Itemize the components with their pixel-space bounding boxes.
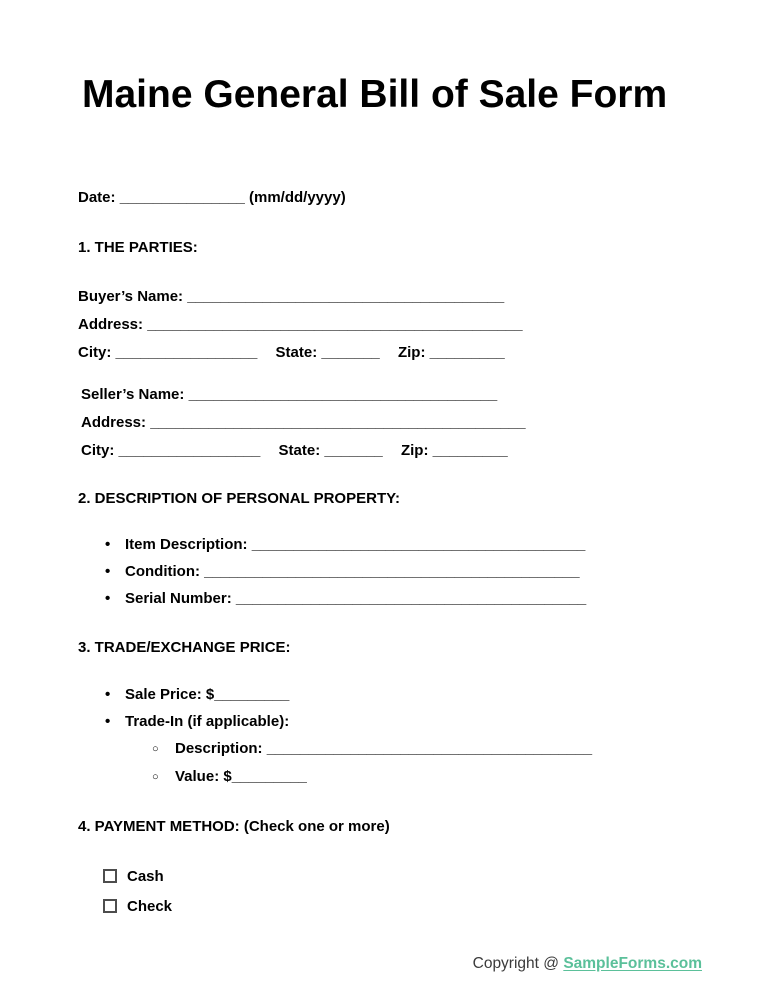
seller-name-blank-line: _____________________________________ [188,386,498,403]
date-format-hint: (mm/dd/yyyy) [249,189,346,206]
payment-options [78,862,704,922]
list-item-trade-description [78,735,704,763]
list-item-item-description [78,531,704,558]
property-bullet-list [78,531,704,612]
bullet-dot-icon: • [105,536,111,553]
trade-value-label: Value: $ [175,768,232,785]
seller-state-label: State: [278,442,321,459]
bullet-dot-icon: • [105,686,111,703]
trade-description-blank-line: _______________________________________ [266,740,593,757]
payment-option-check [78,892,704,922]
item-description-blank-line: ________________________________________ [251,536,586,553]
sale-price-label: Sale Price: $ [125,686,215,703]
buyer-address-blank-line: _____________________________________________ [147,316,523,333]
list-item-trade-value [78,763,704,791]
section-heading-property: 2. DESCRIPTION OF PERSONAL PROPERTY: [78,490,400,507]
date-line [78,188,704,208]
trade-description-label: Description: [175,740,263,757]
check-checkbox[interactable] [103,899,117,913]
bullet-dot-icon: • [105,563,111,580]
seller-city-blank-line: _________________ [118,442,261,459]
seller-zip-label: Zip: [400,442,429,459]
copyright-text: Copyright @ [472,955,564,972]
trade-in-label: Trade-In (if applicable): [125,713,290,730]
buyer-state-blank-line: _______ [321,344,380,361]
condition-blank-line: _____________________________________________ [204,563,580,580]
item-description-label: Item Description: [125,536,248,553]
footer-copyright [473,955,702,973]
price-bullet-list [78,681,704,791]
date-blank-line: _______________ [119,189,245,206]
seller-city-label: City: [81,442,115,459]
list-item-trade-in [78,708,704,735]
condition-label: Condition: [125,563,200,580]
buyer-address-label: Address: [78,316,144,333]
seller-zip-blank-line: _________ [432,442,508,459]
buyer-block [78,283,704,367]
seller-address-line [81,409,704,437]
sampleforms-link[interactable]: SampleForms.com [563,955,702,972]
bullet-dot-icon: • [105,590,111,607]
buyer-name-blank-line: ______________________________________ [187,288,505,305]
list-item-condition [78,558,704,585]
check-label: Check [127,898,173,915]
buyer-name-line [78,283,704,311]
seller-name-line [81,381,704,409]
cash-checkbox[interactable] [103,869,117,883]
seller-address-label: Address: [81,414,147,431]
bullet-circle-icon: ○ [152,743,159,755]
seller-block [81,381,704,465]
buyer-state-label: State: [275,344,318,361]
buyer-city-state-zip-line [78,339,704,367]
buyer-address-line [78,311,704,339]
seller-state-blank-line: _______ [324,442,383,459]
section-heading-payment: 4. PAYMENT METHOD: (Check one or more) [78,818,390,835]
bullet-circle-icon: ○ [152,771,159,783]
seller-city-state-zip-line [81,437,704,465]
buyer-zip-blank-line: _________ [429,344,505,361]
buyer-name-label: Buyer’s Name: [78,288,184,305]
sale-price-blank-line: _________ [214,686,290,703]
cash-label: Cash [127,868,164,885]
serial-number-blank-line: __________________________________________ [235,590,587,607]
seller-name-label: Seller’s Name: [81,386,185,403]
seller-address-blank-line: _____________________________________________ [150,414,526,431]
buyer-zip-label: Zip: [397,344,426,361]
page-title: Maine General Bill of Sale Form [82,73,668,116]
section-heading-parties: 1. THE PARTIES: [78,239,198,256]
list-item-sale-price [78,681,704,708]
section-heading-price: 3. TRADE/EXCHANGE PRICE: [78,639,291,656]
buyer-city-blank-line: _________________ [115,344,258,361]
date-label: Date: [78,189,116,206]
trade-value-blank-line: _________ [231,768,307,785]
list-item-serial-number [78,585,704,612]
payment-option-cash [78,862,704,892]
bullet-dot-icon: • [105,713,111,730]
serial-number-label: Serial Number: [125,590,232,607]
buyer-city-label: City: [78,344,112,361]
